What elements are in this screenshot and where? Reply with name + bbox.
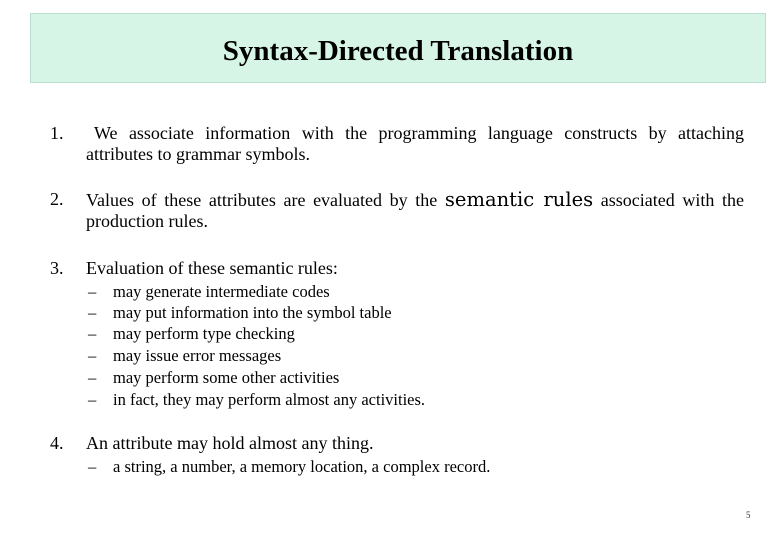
list-item-1 bbox=[50, 123, 744, 167]
item-text: Evaluation of these semantic rules: bbox=[86, 258, 338, 278]
sub-item-text: in fact, they may perform almost any activities. bbox=[113, 390, 426, 409]
dash-bullet: – bbox=[88, 390, 97, 409]
dash-bullet: – bbox=[88, 457, 97, 476]
item-text bbox=[86, 189, 744, 232]
list-item-3 bbox=[50, 258, 744, 280]
sub-item-text: may issue error messages bbox=[113, 346, 282, 365]
item-text: We associate information with the programming language constructs by attaching attributes to grammar symbols. bbox=[86, 123, 744, 164]
dash-bullet: – bbox=[88, 368, 97, 387]
item-number: 3. bbox=[50, 258, 64, 278]
dash-bullet: – bbox=[88, 303, 97, 322]
sub-item-text: may generate intermediate codes bbox=[113, 282, 330, 301]
dash-bullet: – bbox=[88, 282, 97, 301]
list-item-2 bbox=[50, 189, 744, 233]
dash-bullet: – bbox=[88, 346, 97, 365]
item-text-pre: Values of these attributes are evaluated by the bbox=[86, 190, 445, 210]
item-number: 1. bbox=[50, 123, 64, 143]
semantic-rules-highlight: semantic rules bbox=[444, 188, 594, 211]
sub-item-text: a string, a number, a memory location, a complex record. bbox=[113, 457, 491, 476]
list-item-4 bbox=[50, 433, 744, 455]
item-text-post: associated with the production rules. bbox=[86, 190, 744, 231]
sub-item-text: may put information into the symbol table bbox=[113, 303, 392, 322]
dash-bullet: – bbox=[88, 324, 97, 343]
slide-title: Syntax-Directed Translation bbox=[222, 35, 574, 67]
title-banner bbox=[30, 13, 766, 83]
page-number: 5 bbox=[746, 510, 751, 520]
item-text: An attribute may hold almost any thing. bbox=[86, 433, 374, 453]
item-number: 4. bbox=[50, 433, 64, 453]
item-number: 2. bbox=[50, 189, 64, 209]
sub-item-text: may perform some other activities bbox=[113, 368, 340, 387]
sub-item-text: may perform type checking bbox=[113, 324, 295, 343]
